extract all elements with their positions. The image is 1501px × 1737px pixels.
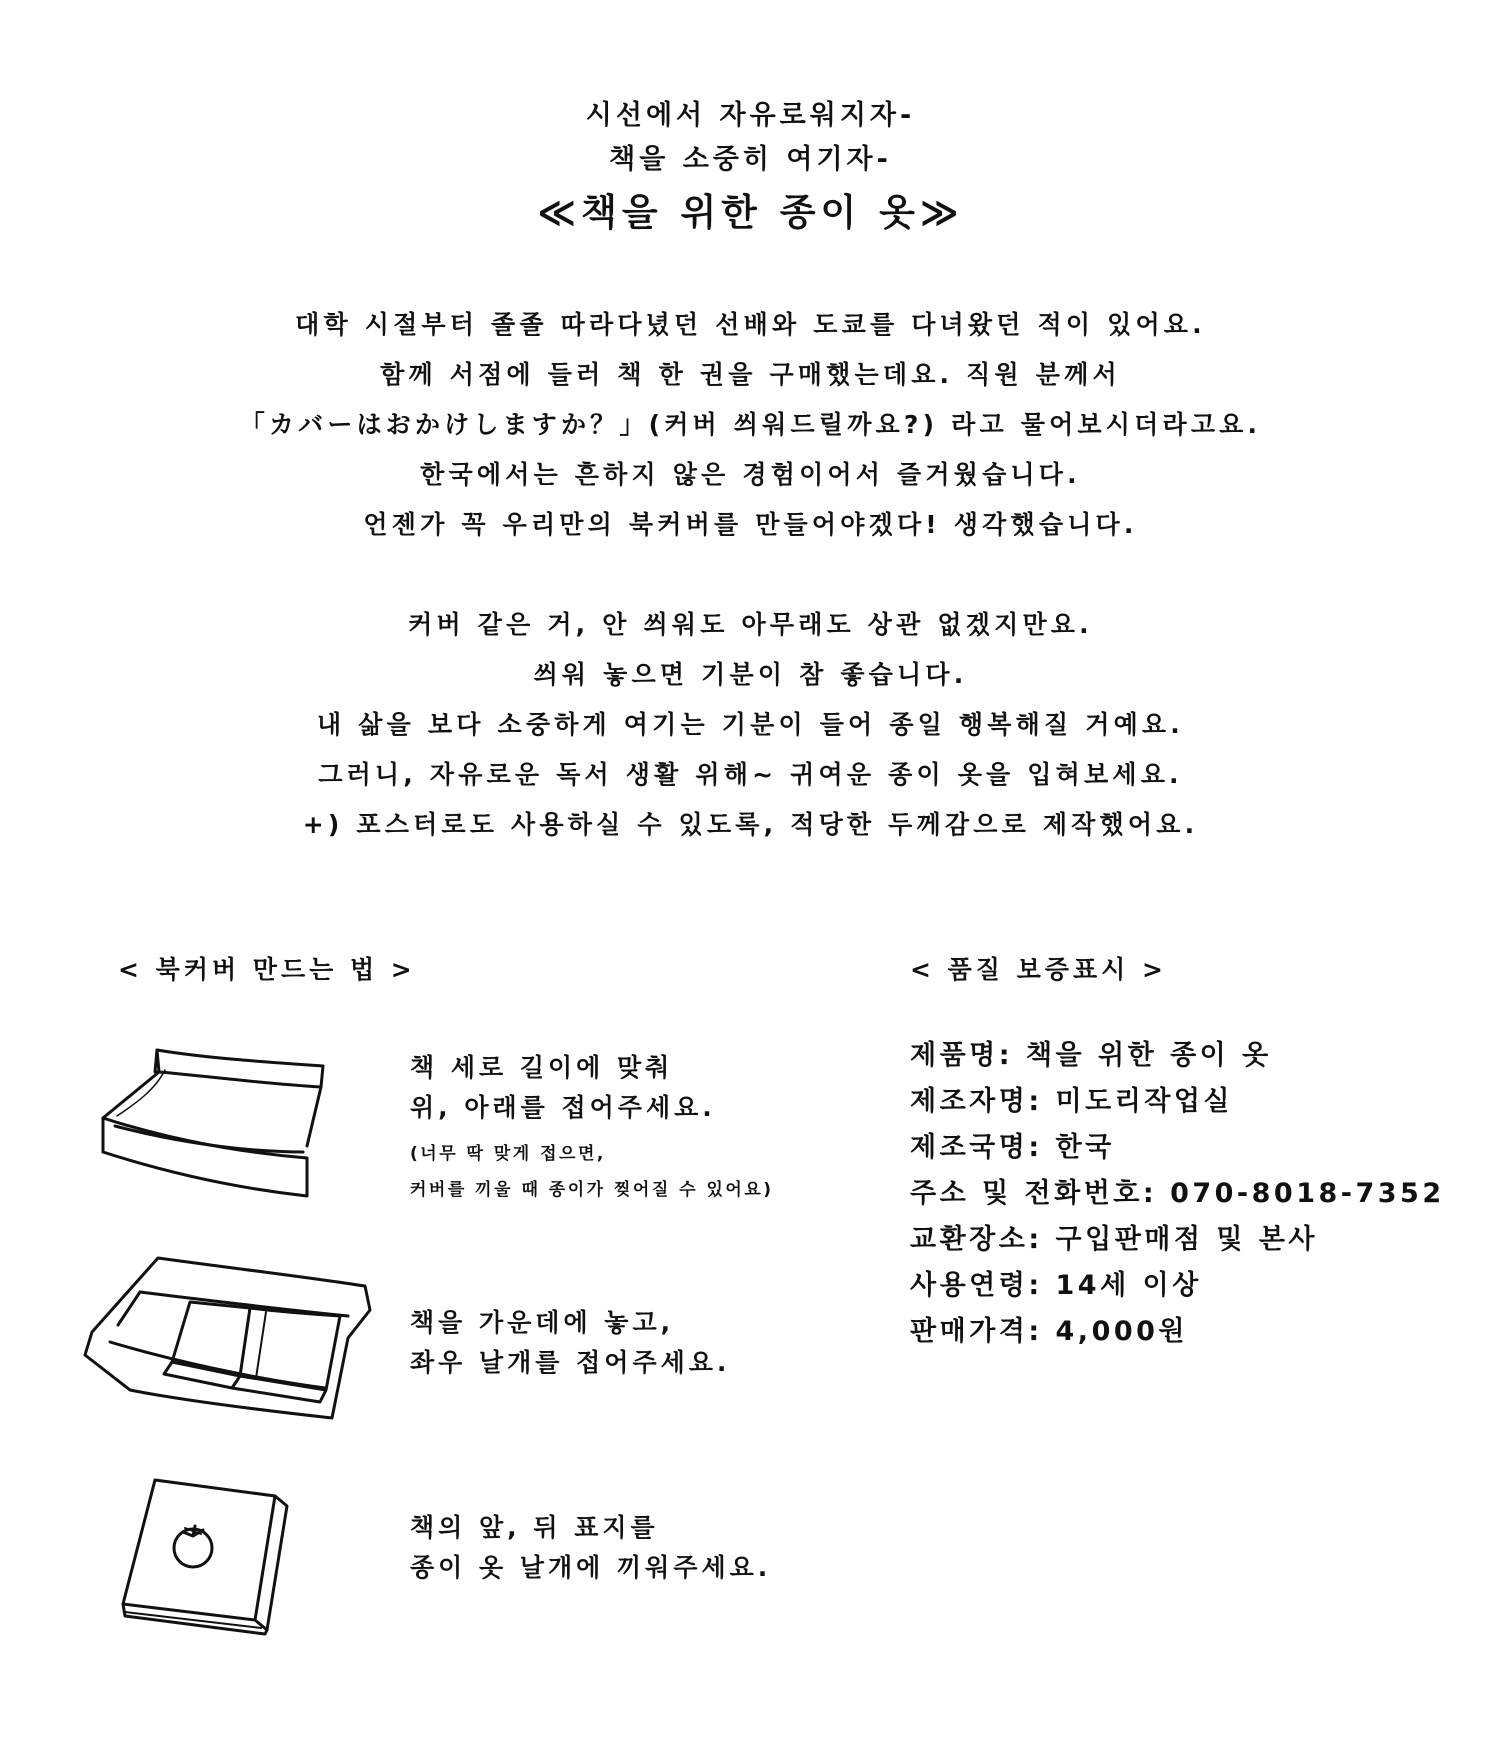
story-line: 언젠가 꼭 우리만의 북커버를 만들어야겠다! 생각했습니다. <box>363 510 1138 539</box>
step-3-line-2: 종이 옷 날개에 끼워주세요. <box>410 1553 772 1582</box>
story-paragraph-2 <box>0 600 1501 850</box>
quality-heading: < 품질 보증표시 > <box>910 955 1167 984</box>
covered-book-illustration <box>115 1470 305 1640</box>
spec-product-name: 제품명: 책을 위한 종이 옷 <box>910 1040 1272 1071</box>
story-line: 내 삶을 보다 소중하게 여기는 기분이 들어 종일 행복해질 거예요. <box>317 710 1184 739</box>
step-2-line-1: 책을 가운데에 놓고, <box>410 1308 675 1337</box>
book-on-paper-illustration <box>80 1250 380 1425</box>
tagline-1: 시선에서 자유로워지자- <box>585 100 916 131</box>
story-line: 씌워 놓으면 기분이 참 좋습니다. <box>533 660 968 689</box>
story-paragraph-1 <box>0 300 1501 550</box>
story-line: 대학 시절부터 졸졸 따라다녔던 선배와 도쿄를 다녀왔던 적이 있어요. <box>295 310 1206 339</box>
story-line: 함께 서점에 들러 책 한 권을 구매했는데요. 직원 분께서 <box>380 360 1121 389</box>
header <box>0 94 1501 240</box>
howto-step-2 <box>410 1303 730 1383</box>
howto-step-1 <box>410 1048 774 1208</box>
page-title: ≪책을 위한 종이 옷≫ <box>537 191 964 234</box>
folded-paper-illustration <box>95 1040 345 1200</box>
story-line: 「カバーはおかけしますか？」(커버 씌워드릴까요?) 라고 물어보시더라고요. <box>239 410 1262 439</box>
spec-country: 제조국명: 한국 <box>910 1132 1115 1163</box>
story-line: 커버 같은 거, 안 씌워도 아무래도 상관 없겠지만요. <box>408 610 1093 639</box>
howto-heading: < 북커버 만드는 법 > <box>118 955 416 984</box>
step-1-line-2: 위, 아래를 접어주세요. <box>410 1093 716 1122</box>
tagline-2: 책을 소중히 여기자- <box>609 144 892 175</box>
step-2-line-2: 좌우 날개를 접어주세요. <box>410 1348 731 1377</box>
step-3-line-1: 책의 앞, 뒤 표지를 <box>410 1513 659 1542</box>
howto-step-3 <box>410 1508 771 1588</box>
story-line: +) 포스터로도 사용하실 수 있도록, 적당한 두께감으로 제작했어요. <box>302 810 1199 839</box>
spec-manufacturer: 제조자명: 미도리작업실 <box>910 1086 1234 1117</box>
spec-price: 판매가격: 4,000원 <box>910 1316 1189 1347</box>
step-1-line-1: 책 세로 길이에 맞춰 <box>410 1053 674 1082</box>
spec-age: 사용연령: 14세 이상 <box>910 1270 1202 1301</box>
story-line: 그러니, 자유로운 독서 생활 위해~ 귀여운 종이 옷을 입혀보세요. <box>318 760 1183 789</box>
quality-spec-list <box>910 1033 1445 1355</box>
spec-address-phone: 주소 및 전화번호: 070-8018-7352 <box>910 1178 1445 1209</box>
step-1-note-1: (너무 딱 맞게 접으면, <box>410 1144 606 1164</box>
step-1-note-2: 커버를 끼울 때 종이가 찢어질 수 있어요) <box>410 1180 774 1200</box>
story-line: 한국에서는 흔하지 않은 경험이어서 즐거웠습니다. <box>420 460 1081 489</box>
spec-exchange-location: 교환장소: 구입판매점 및 본사 <box>910 1224 1318 1255</box>
